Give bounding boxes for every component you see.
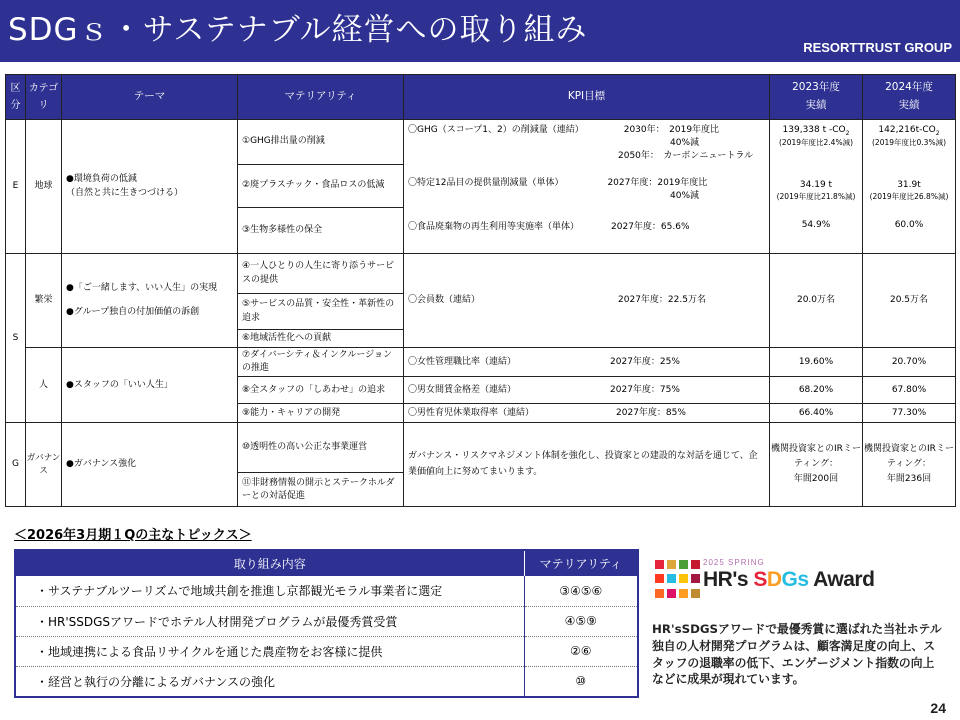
topic-item: ・HR'SSDGSアワードでホテル人材開発プログラムが最優秀賞受賞 xyxy=(16,606,524,636)
header-category: カテゴリ xyxy=(26,75,62,120)
kpi-label: 〇男女間賃金格差（連結） xyxy=(408,384,517,395)
r2024-ghg-note: (2019年度比0.3%減) xyxy=(872,138,946,148)
r2024-paternity: 77.30% xyxy=(863,404,956,423)
materiality-5: ⑤サービスの品質・安全性・革新性の追求 xyxy=(238,294,404,330)
r2023-members: 20.0万名 xyxy=(770,254,863,348)
kpi-plastic-target-b: 40%減 xyxy=(670,191,700,202)
award-name-gs: Gs xyxy=(781,568,809,591)
r2024-wage: 67.80% xyxy=(863,377,956,404)
materiality-2: ②廃プラスチック・食品ロスの低減 xyxy=(238,165,404,208)
kpi-plastic-label: 〇特定12品目の提供量削減量（単体） xyxy=(408,178,564,189)
award-note: HR'sSDGSアワードで最優秀賞に選ばれた当社ホテル独自の人材開発プログラムは、顧客満足度の向上、スタッフの退職率の低下、エンゲージメント指数の向上などに成果が現れています。 xyxy=(652,622,942,687)
topics-row xyxy=(16,606,637,636)
topic-item: ・経営と執行の分離によるガバナンスの強化 xyxy=(36,674,276,689)
topic-materiality: ③④⑤⑥ xyxy=(524,576,637,606)
topic-item: ・サステナブルツーリズムで地域共創を推進し京都観光モラル事業者に選定 xyxy=(16,576,524,606)
award-square-icon xyxy=(691,560,700,569)
kpi-e-cell xyxy=(404,120,770,254)
theme-prosperity-1: ●「ご一緒します、いい人生」の実現 xyxy=(66,283,218,294)
table-header-row xyxy=(6,75,956,120)
award-square-icon xyxy=(679,574,688,583)
r2023-paternity: 66.40% xyxy=(770,404,863,423)
award-square-icon xyxy=(655,560,664,569)
category-people: 人 xyxy=(26,348,62,423)
theme-governance: ●ガバナンス強化 xyxy=(62,423,238,507)
award-name-d: D xyxy=(766,568,782,591)
kpi-members xyxy=(404,254,770,348)
theme-prosperity xyxy=(62,254,238,348)
kpi-ghg-2050: 2050年： カーボンニュートラル xyxy=(618,151,754,162)
header-kpi: KPI目標 xyxy=(404,75,770,120)
kpi-members-target: 2027年度：22.5万名 xyxy=(618,294,706,305)
kpi-food-target: 2027年度：65.6% xyxy=(611,222,690,233)
topics-header-row xyxy=(16,551,637,576)
topic-item: ・地域連携による食品リサイクルを通じた農産物をお客様に提供 xyxy=(16,636,524,666)
award-name-award: Award xyxy=(808,568,875,591)
kpi-women-managers xyxy=(404,348,770,377)
r2023-food: 54.9% xyxy=(801,220,831,231)
theme-environment: ●環境負荷の低減 （自然と共に生きつづける） xyxy=(62,120,238,254)
award-square-icon xyxy=(679,560,688,569)
header-2024: 2024年度 実績 xyxy=(863,75,956,120)
award-name-s: S xyxy=(753,568,767,591)
materiality-1: ①GHG排出量の削減 xyxy=(238,120,404,165)
result-2023-e xyxy=(770,120,863,254)
r2023-wage: 68.20% xyxy=(770,377,863,404)
award-square-icon xyxy=(691,574,700,583)
kpi-target: 2027年度：25% xyxy=(610,356,680,367)
r2024-plastic-note: (2019年度比26.8%減) xyxy=(869,192,949,202)
award-square-icon xyxy=(667,589,676,598)
r2023-ir: 機関投資家とのIRミーティング： 年間200回 xyxy=(770,423,863,507)
r2023-plastic-note: (2019年度比21.8%減) xyxy=(776,192,856,202)
topics-table xyxy=(14,549,639,698)
r2023-plastic: 34.19 t xyxy=(799,180,833,191)
award-square-icon xyxy=(679,589,688,598)
topic-materiality: ②⑥ xyxy=(524,636,637,666)
materiality-8: ⑧全スタッフの「しあわせ」の追求 xyxy=(238,377,404,404)
kpi-target: 2027年度：75% xyxy=(610,384,680,395)
table-row xyxy=(6,348,956,377)
kpi-ghg-2030: 2030年： 2019年度比 xyxy=(623,125,720,135)
table-row xyxy=(6,254,956,294)
r2024-ghg: 142,216t-CO xyxy=(878,125,936,135)
kpi-governance: ガバナンス・リスクマネジメント体制を強化し、投資家との建設的な対話を通じて、企業価値向上に努めてまいります。 xyxy=(404,423,770,507)
topic-materiality: ⑩ xyxy=(524,666,637,696)
topics-row xyxy=(16,576,637,606)
category-earth: 地球 xyxy=(26,120,62,254)
materiality-4: ④一人ひとりの人生に寄り添うサービスの提供 xyxy=(238,254,404,294)
award-logo-grid-icon xyxy=(655,560,699,600)
r2024-women: 20.70% xyxy=(863,348,956,377)
header-bar xyxy=(0,0,960,62)
brand-name: RESORTTRUST GROUP xyxy=(803,40,952,55)
award-name-hrs: HR's xyxy=(703,568,754,591)
kpi-ghg-2030b: 40%減 xyxy=(670,138,700,149)
kpi-members-label: 〇会員数（連結） xyxy=(408,294,481,305)
header-kubun: 区分 xyxy=(6,75,26,120)
kubun-g: G xyxy=(6,423,26,507)
table-row xyxy=(6,423,956,473)
r2024-ghg-sub: 2 xyxy=(935,129,940,137)
materiality-7: ⑦ダイバーシティ＆インクルージョンの推進 xyxy=(238,348,404,377)
topic-materiality: ④⑤⑨ xyxy=(524,606,637,636)
materiality-3: ③生物多様性の保全 xyxy=(238,208,404,254)
category-governance: ガバナンス xyxy=(26,423,62,507)
header-theme: テーマ xyxy=(62,75,238,120)
kpi-target: 2027年度：85% xyxy=(616,407,686,418)
theme-people: ●スタッフの「いい人生」 xyxy=(62,348,238,423)
page-title: SDGｓ・サステナブル経営への取り組み xyxy=(8,12,588,48)
award-square-icon xyxy=(691,589,700,598)
topics-header-item: 取り組み内容 xyxy=(16,551,524,576)
r2024-ir: 機関投資家とのIRミーティング： 年間236回 xyxy=(863,423,956,507)
materiality-6: ⑥地域活性化への貢献 xyxy=(238,330,404,348)
r2024-members: 20.5万名 xyxy=(863,254,956,348)
kpi-plastic-target: 2027年度：2019年度比 xyxy=(607,178,708,189)
topics-section-title: ＜2026年3月期１Qの主なトピックス＞ xyxy=(14,528,252,543)
topics-row xyxy=(16,636,637,666)
r2024-food: 60.0% xyxy=(894,220,924,231)
r2023-women: 19.60% xyxy=(770,348,863,377)
header-materiality: マテリアリティ xyxy=(238,75,404,120)
table-row xyxy=(6,120,956,165)
header-2023: 2023年度 実績 xyxy=(770,75,863,120)
kpi-wage-gap xyxy=(404,377,770,404)
kpi-paternity xyxy=(404,404,770,423)
result-2024-e xyxy=(863,120,956,254)
award-name xyxy=(703,568,874,592)
kpi-label: 〇男性育児休業取得率（連結） xyxy=(408,407,535,418)
topics-row xyxy=(16,666,637,696)
topics-header-materiality: マテリアリティ xyxy=(524,551,637,576)
kpi-label: 〇女性管理職比率（連結） xyxy=(408,356,517,367)
materiality-table xyxy=(5,74,956,507)
kpi-ghg-label: 〇GHG（スコープ1、2）の削減量（連結） xyxy=(408,125,584,135)
page-number: 24 xyxy=(930,700,946,716)
award-square-icon xyxy=(667,574,676,583)
r2024-plastic: 31.9t xyxy=(897,180,921,191)
r2023-ghg-note: (2019年度比2.4%減) xyxy=(779,138,853,148)
kpi-food-label: 〇食品廃棄物の再生利用等実施率（単体） xyxy=(408,222,580,233)
award-season: 2025 SPRING xyxy=(703,558,765,567)
r2023-ghg: 139,338 t -CO xyxy=(782,125,846,135)
award-square-icon xyxy=(655,589,664,598)
theme-prosperity-2: ●グループ独自の付加価値の訴創 xyxy=(66,306,200,317)
award-square-icon xyxy=(655,574,664,583)
category-prosperity: 繁栄 xyxy=(26,254,62,348)
r2023-ghg-sub: 2 xyxy=(845,129,850,137)
award-logo xyxy=(655,556,875,602)
materiality-10: ⑩透明性の高い公正な事業運営 xyxy=(238,423,404,473)
kubun-e: E xyxy=(6,120,26,254)
materiality-9: ⑨能力・キャリアの開発 xyxy=(238,404,404,423)
materiality-11: ⑪非財務情報の開示とステークホルダーとの対話促進 xyxy=(238,473,404,507)
kubun-s: S xyxy=(6,254,26,423)
award-square-icon xyxy=(667,560,676,569)
